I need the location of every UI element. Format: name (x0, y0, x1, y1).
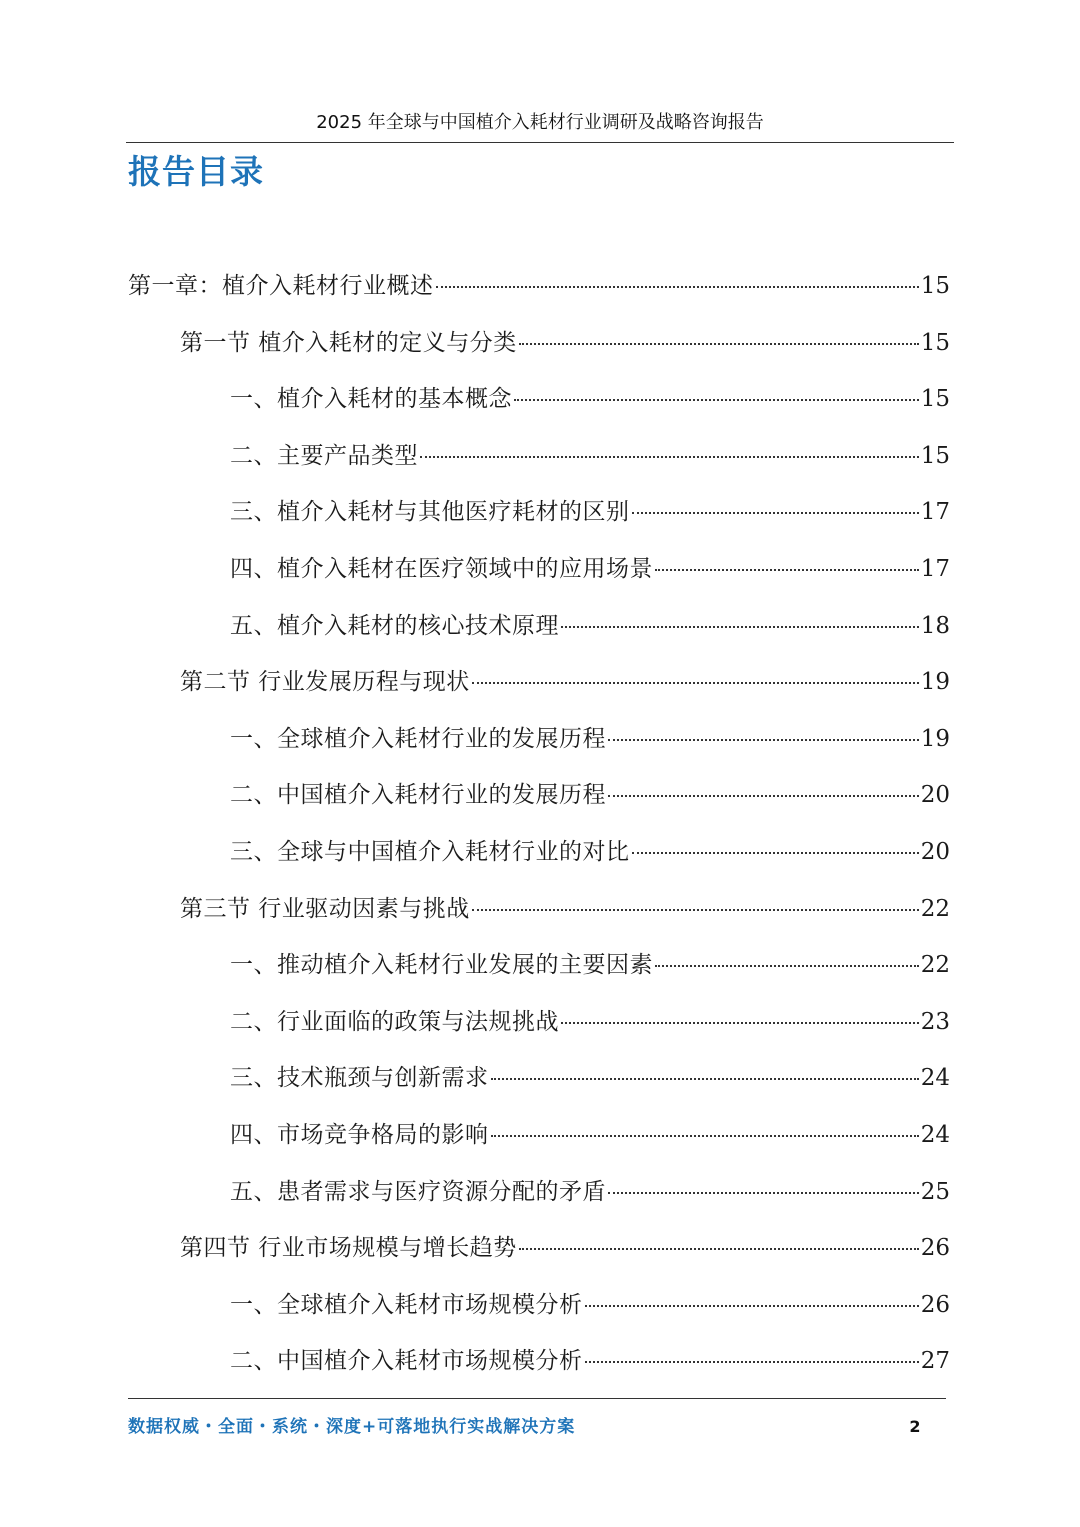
running-header-title: 2025 年全球与中国植介入耗材行业调研及战略咨询报告 (316, 112, 764, 133)
running-header (126, 108, 954, 143)
toc-title: 报告目录 (128, 152, 264, 191)
toc-entry-level-3[interactable] (230, 371, 950, 427)
toc-dot-leader (585, 1305, 919, 1307)
toc-entry-level-2[interactable] (180, 1220, 950, 1276)
toc-dot-leader (655, 965, 919, 967)
toc-entry-level-2[interactable] (180, 315, 950, 371)
footer-page-number: 2 (909, 1417, 921, 1436)
toc-entry-label: 第四节 行业市场规模与增长趋势 (180, 1235, 517, 1261)
toc-entry-page-number: 17 (920, 556, 950, 582)
toc-entry-label: 三、技术瓶颈与创新需求 (230, 1065, 489, 1091)
toc-entry-label: 四、植介入耗材在医疗领域中的应用场景 (230, 556, 653, 582)
toc-entry-page-number: 24 (920, 1065, 950, 1091)
toc-dot-leader (632, 512, 919, 514)
toc-dot-leader (608, 1192, 919, 1194)
toc-entry-page-number: 15 (920, 273, 950, 299)
toc-entry-level-3[interactable] (230, 484, 950, 540)
toc-entry-page-number: 15 (920, 330, 950, 356)
toc-entry-page-number: 27 (920, 1348, 950, 1374)
toc-entry-page-number: 26 (920, 1235, 950, 1261)
toc-entry-level-3[interactable] (230, 1107, 950, 1163)
toc-entry-level-3[interactable] (230, 1333, 950, 1389)
toc-entry-page-number: 23 (920, 1009, 950, 1035)
toc-entry-page-number: 15 (920, 443, 950, 469)
toc-entry-page-number: 25 (920, 1179, 950, 1205)
toc-entry-label: 第一节 植介入耗材的定义与分类 (180, 330, 517, 356)
toc-entry-level-3[interactable] (230, 1050, 950, 1106)
toc-entry-level-3[interactable] (230, 598, 950, 654)
toc-dot-leader (491, 1135, 919, 1137)
toc-entry-label: 四、市场竞争格局的影响 (230, 1122, 489, 1148)
toc-entry-page-number: 22 (920, 896, 950, 922)
toc-dot-leader (632, 852, 919, 854)
toc-dot-leader (655, 569, 919, 571)
toc-entry-level-3[interactable] (230, 937, 950, 993)
toc-entry-page-number: 17 (920, 499, 950, 525)
toc-dot-leader (561, 626, 919, 628)
toc-entry-level-3[interactable] (230, 1164, 950, 1220)
toc-entry-level-2[interactable] (180, 881, 950, 937)
toc-entry-page-number: 26 (920, 1292, 950, 1318)
toc-entry-label: 五、植介入耗材的核心技术原理 (230, 613, 559, 639)
toc-entry-level-3[interactable] (230, 994, 950, 1050)
toc-entry-label: 二、行业面临的政策与法规挑战 (230, 1009, 559, 1035)
toc-entry-page-number: 24 (920, 1122, 950, 1148)
toc-entry-label: 二、中国植介入耗材行业的发展历程 (230, 782, 606, 808)
toc-entry-level-3[interactable] (230, 824, 950, 880)
toc-entry-label: 一、全球植介入耗材市场规模分析 (230, 1292, 583, 1318)
toc-entry-label: 第二节 行业发展历程与现状 (180, 669, 470, 695)
toc-entry-level-3[interactable] (230, 1277, 950, 1333)
toc-entry-level-3[interactable] (230, 767, 950, 823)
toc-dot-leader (519, 1248, 919, 1250)
toc-entry-label: 一、全球植介入耗材行业的发展历程 (230, 726, 606, 752)
toc-entry-label: 三、全球与中国植介入耗材行业的对比 (230, 839, 630, 865)
toc-dot-leader (608, 795, 919, 797)
toc-entry-page-number: 20 (920, 839, 950, 865)
toc-entry-page-number: 19 (920, 669, 950, 695)
toc-entry-level-3[interactable] (230, 541, 950, 597)
toc-entry-label: 二、中国植介入耗材市场规模分析 (230, 1348, 583, 1374)
toc-entry-level-3[interactable] (230, 428, 950, 484)
toc-dot-leader (608, 739, 919, 741)
toc-entry-label: 三、植介入耗材与其他医疗耗材的区别 (230, 499, 630, 525)
toc-dot-leader (472, 909, 919, 911)
toc-entry-label: 二、主要产品类型 (230, 443, 418, 469)
toc-entry-level-1[interactable] (128, 258, 950, 314)
toc-entry-page-number: 19 (920, 726, 950, 752)
toc-dot-leader (585, 1361, 919, 1363)
toc-dot-leader (514, 399, 919, 401)
toc-entry-label: 五、患者需求与医疗资源分配的矛盾 (230, 1179, 606, 1205)
toc-entry-level-3[interactable] (230, 711, 950, 767)
toc-dot-leader (472, 682, 919, 684)
toc-entry-level-2[interactable] (180, 654, 950, 710)
toc-entry-label: 一、推动植介入耗材行业发展的主要因素 (230, 952, 653, 978)
toc-entry-page-number: 18 (920, 613, 950, 639)
toc-dot-leader (436, 286, 919, 288)
toc-entry-label: 第一章：植介入耗材行业概述 (128, 273, 434, 299)
toc-dot-leader (561, 1022, 919, 1024)
footer-rule (128, 1398, 946, 1399)
toc-dot-leader (491, 1078, 919, 1080)
toc-entry-label: 第三节 行业驱动因素与挑战 (180, 896, 470, 922)
toc-entry-page-number: 20 (920, 782, 950, 808)
toc-entry-page-number: 15 (920, 386, 950, 412)
toc-entry-page-number: 22 (920, 952, 950, 978)
toc-dot-leader (519, 343, 919, 345)
toc-dot-leader (420, 456, 919, 458)
toc-entry-label: 一、植介入耗材的基本概念 (230, 386, 512, 412)
footer-slogan: 数据权威・全面・系统・深度+可落地执行实战解决方案 (128, 1417, 576, 1437)
